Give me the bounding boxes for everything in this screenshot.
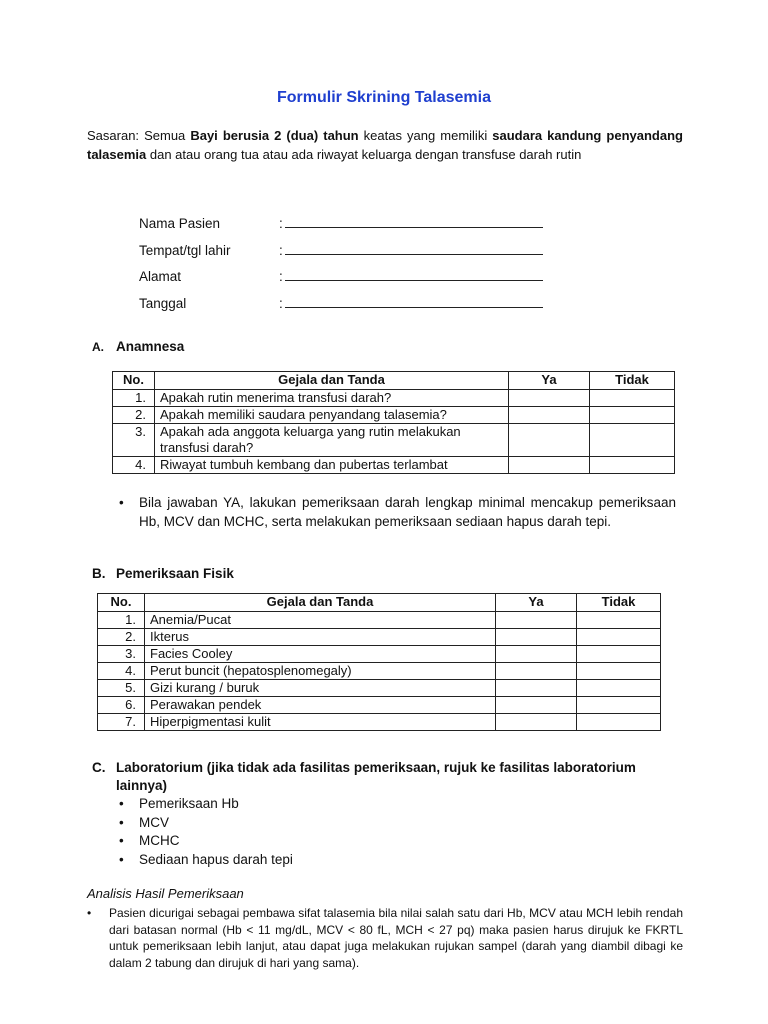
row-number: 6.: [98, 697, 145, 714]
col-header-yes: Ya: [509, 372, 590, 390]
row-question: Apakah memiliki saudara penyandang talasemia?: [155, 407, 509, 424]
col-header-no: No.: [98, 594, 145, 612]
anamnesa-table: [112, 371, 675, 474]
list-item: • Sediaan hapus darah tepi: [115, 851, 515, 870]
row-symptom: Perut buncit (hepatosplenomegaly): [145, 663, 496, 680]
section-a-note-list: [115, 494, 676, 531]
field-label: Alamat: [139, 269, 182, 284]
section-title-line1: Laboratorium (jika tidak ada fasilitas pemeriksaan, rujuk ke fasilitas laboratorium: [116, 760, 636, 775]
physical-exam-table: [97, 593, 661, 731]
field-address: [139, 266, 543, 293]
intro-bold-2: saudara kandung penyandang talasemia: [87, 128, 683, 162]
col-header-no: No.: [113, 372, 155, 390]
col-header-item: Gejala dan Tanda: [155, 372, 509, 390]
table-header-row: [113, 372, 675, 390]
row-number: 2.: [98, 629, 145, 646]
row-number: 7.: [98, 714, 145, 731]
answer-yes-cell[interactable]: [509, 390, 590, 407]
field-colon: :: [279, 216, 283, 231]
row-number: 4.: [113, 457, 155, 474]
intro-text-2: keatas yang memiliki: [358, 128, 493, 143]
row-symptom: Ikterus: [145, 629, 496, 646]
table-row: [98, 646, 661, 663]
intro-bold-1: Bayi berusia 2 (dua) tahun: [190, 128, 359, 143]
section-title: Anamnesa: [116, 339, 185, 354]
analysis-text: • Pasien dicurigai sebagai pembawa sifat talasemia bila nilai salah satu dari Hb, MCV atau MCH lebih rendah dari batasan normal (Hb < 11 mg/dL, MCV < 80 fL, MCH < 27 pq) maka pasien harus dirujuk ke FKRTL untuk pemeriksaan lebih lanjut, atau dapat juga melakukan rujukan sampel (darah yang diambil dibagi ke dalam 2 tabung dan dirujuk di hari yang sama).: [87, 905, 683, 971]
answer-yes-cell[interactable]: [496, 680, 577, 697]
analysis-list: [87, 905, 683, 971]
row-symptom: Facies Cooley: [145, 646, 496, 663]
col-header-yes: Ya: [496, 594, 577, 612]
section-title: Pemeriksaan Fisik: [116, 566, 234, 581]
row-number: 1.: [98, 612, 145, 629]
answer-no-cell[interactable]: [577, 629, 661, 646]
field-blank-line[interactable]: [285, 266, 543, 281]
lab-test-list: [115, 795, 515, 869]
row-number: 4.: [98, 663, 145, 680]
table-row: [98, 663, 661, 680]
table-row: [113, 407, 675, 424]
row-number: 3.: [113, 424, 155, 457]
answer-no-cell[interactable]: [577, 646, 661, 663]
row-symptom: Anemia/Pucat: [145, 612, 496, 629]
col-header-no-answer: Tidak: [577, 594, 661, 612]
field-label: Nama Pasien: [139, 216, 221, 231]
row-number: 5.: [98, 680, 145, 697]
row-symptom: Hiperpigmentasi kulit: [145, 714, 496, 731]
answer-yes-cell[interactable]: [496, 646, 577, 663]
field-colon: :: [279, 295, 283, 311]
answer-no-cell[interactable]: [577, 714, 661, 731]
field-patient-name: [139, 213, 543, 240]
answer-yes-cell[interactable]: [509, 424, 590, 457]
answer-no-cell[interactable]: [577, 697, 661, 714]
section-c-heading: [92, 759, 692, 795]
table-row: [98, 612, 661, 629]
answer-no-cell[interactable]: [577, 612, 661, 629]
answer-yes-cell[interactable]: [496, 629, 577, 646]
intro-text-1: Sasaran: Semua: [87, 128, 191, 143]
table-row: [113, 457, 675, 474]
answer-no-cell[interactable]: [577, 663, 661, 680]
table-row: [98, 629, 661, 646]
field-colon: :: [279, 269, 283, 284]
section-title-line2: lainnya): [116, 778, 168, 793]
intro-text-3: dan atau orang tua atau ada riwayat keluarga dengan transfuse darah rutin: [146, 146, 582, 162]
table-row: [98, 714, 661, 731]
col-header-item: Gejala dan Tanda: [145, 594, 496, 612]
patient-fields: [139, 213, 543, 319]
field-date: [139, 293, 543, 320]
analysis-heading: Analisis Hasil Pemeriksaan: [87, 886, 244, 901]
table-row: [113, 424, 675, 457]
field-blank-line[interactable]: [285, 213, 543, 228]
row-number: 2.: [113, 407, 155, 424]
section-b-heading: [92, 566, 234, 581]
row-symptom: Gizi kurang / buruk: [145, 680, 496, 697]
section-a-note: • Bila jawaban YA, lakukan pemeriksaan darah lengkap minimal mencakup pemeriksaan Hb, MCV dan MCHC, serta melakukan pemeriksaan sediaan hapus darah tepi.: [115, 494, 676, 531]
answer-no-cell[interactable]: [590, 424, 675, 457]
list-item: • MCHC: [115, 832, 515, 851]
section-letter: C.: [92, 760, 106, 775]
row-question: Apakah rutin menerima transfusi darah?: [155, 390, 509, 407]
table-row: [98, 680, 661, 697]
field-blank-line[interactable]: [285, 240, 543, 255]
answer-yes-cell[interactable]: [496, 697, 577, 714]
row-number: 3.: [98, 646, 145, 663]
answer-yes-cell[interactable]: [496, 663, 577, 680]
answer-no-cell[interactable]: [590, 407, 675, 424]
field-label: Tempat/tgl lahir: [139, 242, 231, 258]
field-blank-line[interactable]: [285, 293, 543, 308]
section-letter: A.: [92, 340, 104, 354]
intro-paragraph: [87, 127, 683, 164]
list-item: • MCV: [115, 814, 515, 833]
row-symptom: Perawakan pendek: [145, 697, 496, 714]
answer-no-cell[interactable]: [577, 680, 661, 697]
row-number: 1.: [113, 390, 155, 407]
section-letter: B.: [92, 566, 106, 581]
answer-yes-cell[interactable]: [496, 612, 577, 629]
field-label: Tanggal: [139, 295, 187, 311]
field-birth-place-date: [139, 240, 543, 267]
answer-yes-cell[interactable]: [496, 714, 577, 731]
table-row: [98, 697, 661, 714]
section-a-heading: [92, 339, 184, 354]
answer-no-cell[interactable]: [590, 457, 675, 474]
row-question: Riwayat tumbuh kembang dan pubertas terlambat: [155, 457, 509, 474]
list-item: • Pemeriksaan Hb: [115, 795, 515, 814]
answer-yes-cell[interactable]: [509, 457, 590, 474]
col-header-no-answer: Tidak: [590, 372, 675, 390]
row-question: Apakah ada anggota keluarga yang rutin melakukan transfusi darah?: [155, 424, 509, 457]
answer-yes-cell[interactable]: [509, 407, 590, 424]
page-title: Formulir Skrining Talasemia: [277, 89, 491, 106]
answer-no-cell[interactable]: [590, 390, 675, 407]
table-row: [113, 390, 675, 407]
field-colon: :: [279, 242, 283, 258]
table-header-row: [98, 594, 661, 612]
